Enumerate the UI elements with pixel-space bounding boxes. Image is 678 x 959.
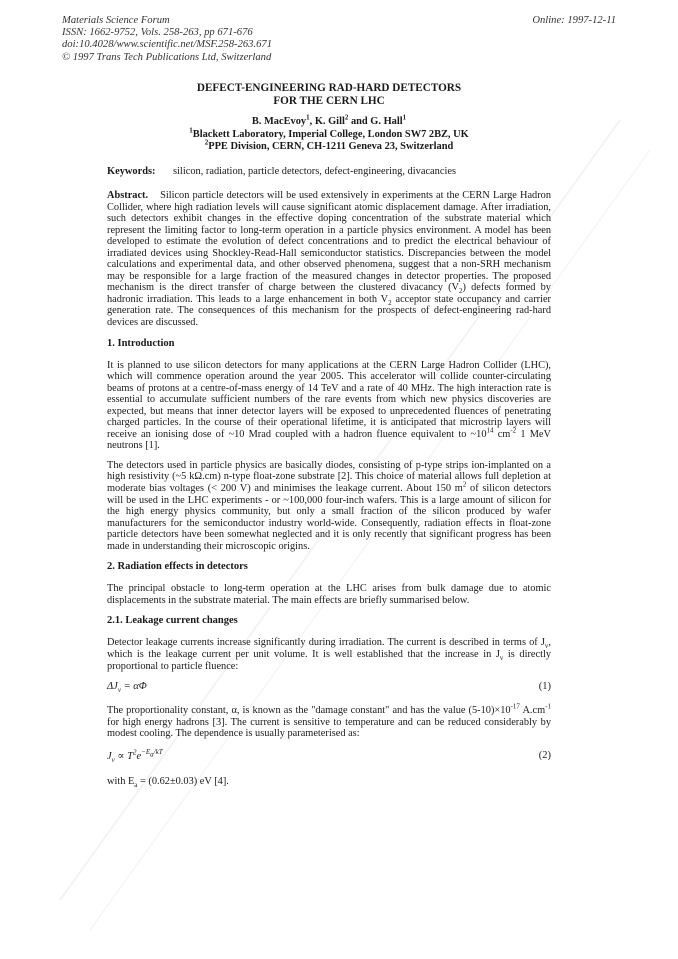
eq2-e: e — [136, 750, 142, 762]
author-sup-3: 1 — [402, 113, 407, 122]
section-heading-leakage-current: 2.1. Leakage current changes — [107, 615, 238, 627]
section2-paragraph-1: The principal obstacle to long-term operation at the LHC arises from bulk damage due to atomic displacements in the substrate material. The main effects are briefly summarised below. — [107, 583, 551, 606]
leak-p1-c: is directly proportional to particle fluence: — [107, 648, 551, 672]
eq2-mid: ∝ T — [114, 750, 133, 762]
intro-p1-sup-1: 14 — [486, 426, 494, 435]
author-macevoy: B. MacEvoy — [251, 116, 307, 128]
equation-2 — [107, 750, 551, 766]
leakage-paragraph-3 — [107, 776, 551, 788]
leak-p1-sub-1: v — [544, 642, 549, 651]
eq2-exponent — [141, 748, 163, 759]
copyright-line: © 1997 Trans Tech Publications Ltd, Switzerland — [62, 51, 272, 63]
author-sup-2: 2 — [344, 113, 349, 122]
intro-p1-c: 1 MeV neutrons [1]. — [107, 428, 551, 452]
intro-paragraph-2 — [107, 460, 551, 552]
abstract-paragraph — [107, 190, 551, 329]
leak-p2-a: The proportionality constant, α, is known as the "damage constant" and has the value (5-10)×10 — [107, 705, 511, 717]
keywords-text: silicon, radiation, particle detectors, defect-engineering, divacancies — [173, 166, 457, 178]
title-line-2: FOR THE CERN LHC — [273, 94, 385, 107]
section-heading-introduction: 1. Introduction — [107, 337, 175, 349]
equation-1-number: (1) — [538, 681, 551, 693]
affiliation-1-text: Blackett Laboratory, Imperial College, London SW7 2BZ, UK — [192, 128, 469, 140]
leak-p3-b: = (0.62±0.03) eV [4]. — [137, 775, 229, 787]
intro-p2-sup: 2 — [462, 480, 467, 489]
title-line-1: DEFECT-ENGINEERING RAD-HARD DETECTORS — [196, 82, 462, 94]
intro-p2-b: of silicon detectors will be used in the LHC experiments - or ~100,000 four-inch wafers. This is a large amount of silicon for the high energy physics community, but only a small fraction of the silicon produced by wafer manufacturers for the semiconductor industry world-wide. Consequently, radiation effects in float-zone particle detectors have been somewhat neglected and it is only recently that significant progress has been made in understanding their microscopic origins. — [107, 483, 551, 552]
author-hall: and G. Hall — [348, 116, 403, 128]
eq1-sub: v — [117, 686, 121, 695]
intro-p2-a: The detectors used in particle physics are basically diodes, consisting of p-type strips ion-implanted on a high resistivity (~5 kΩ.cm) n-type float-zone substrate [2]. This choice of material allows full depletion at moderate bias voltages (< 200 V) and minimises the leakage current. About 150 m — [107, 459, 551, 495]
doi-link[interactable]: doi:10.4028/www.scientific.net/MSF.258-263.671 — [62, 39, 272, 51]
leak-p3-sub: a — [134, 780, 138, 789]
abstract-label: Abstract. — [107, 190, 149, 201]
leak-p2-b: A.cm — [519, 705, 546, 717]
eq2-sub: v — [111, 755, 115, 764]
affiliation-1 — [107, 126, 551, 141]
eq2-exp-tail: /kT — [153, 748, 163, 757]
equation-2-formula — [107, 750, 163, 762]
equation-2-number: (2) — [538, 749, 551, 761]
abstract-text-b: ) defects formed by hadronic irradiation. This leads to a large enhancement in both V — [107, 282, 551, 305]
leak-p2-c: for high energy hadrons [3]. The current is sensitive to temperature and can be reduced considerably by modest cooling. The dependence is usually parameterised as: — [107, 716, 551, 740]
eq2-lhs: J — [107, 750, 112, 762]
author-block — [107, 113, 551, 153]
intro-p1-a: It is planned to use silicon detectors for many applications at the CERN Large Hadron Collider (LHC), which will commence operation around the year 2005. This accelerator will collide counter-circulating beams of protons at a centre-of-mass energy of 14 TeV and a rate of 40 MHz. The high interaction rate is essential to accumulate sufficient numbers of the rare events from which new physics discoveries are expected, but means that inner detector layers will be exposed to unprecedented fluences of penetrating charged particles. In the course of their operational lifetime, it is anticipated that microstrip layers will receive an ionising dose of ~10 Mrad coupled with a hadron fluence equivalent to ~10 — [107, 359, 551, 440]
intro-p1-b: cm — [493, 428, 511, 440]
issn-line: ISSN: 1662-9752, Vols. 258-263, pp 671-676 — [62, 27, 253, 39]
leak-p3-a: with E — [107, 775, 135, 787]
keywords-line — [107, 166, 551, 179]
equation-1 — [107, 681, 551, 695]
abstract-sub-2: 2 — [388, 298, 392, 307]
abstract-sub-1: 2 — [459, 287, 463, 296]
online-date: Online: 1997-12-11 — [532, 15, 616, 26]
leak-p1-sub-2: v — [499, 654, 504, 663]
leak-p1-a: Detector leakage currents increase significantly during irradiation. The current is described in terms of J — [107, 637, 545, 649]
author-names — [107, 113, 551, 128]
leak-p1-b: , which is the leakage current per unit volume. It is well established that the increase in J — [107, 637, 551, 660]
leakage-paragraph-2 — [107, 702, 551, 740]
author-gill: , K. Gill — [309, 116, 345, 128]
keywords-label: Keywords: — [107, 166, 156, 178]
abstract-text-a: Silicon particle detectors will be used extensively in experiments at the CERN Large Hadron Collider, where high radiation levels will cause significant atomic displacement damage. After irradiation, such detectors exhibit changes in the effective doping concentration of the substrate material which represent the limiting factor to long-term operation in a particle physics environment. A model has been developed to estimate the evolution of defect concentrations and to predict the electrical behaviour of irradiated devices using Shockley-Read-Hall semiconductor statistics. Discrepancies between the model calculations and experimental data, and other observed phenomena, suggest that a non-SRH mechanism may be responsible for a large fraction of the measured changes in detector properties. The proposed mechanism is the direct transfer of charge between the clustered divacancy (V — [107, 190, 551, 294]
author-sup-1: 1 — [306, 113, 310, 122]
leakage-paragraph-1 — [107, 637, 551, 672]
article-body — [107, 82, 551, 787]
abstract-text-c: acceptor state occupancy and carrier generation rate. The consequences of this mechanism for the prospects of defect-engineering rad-hard devices are discussed. — [107, 293, 551, 329]
journal-name: Materials Science Forum — [62, 15, 170, 26]
intro-paragraph-1 — [107, 360, 551, 452]
paper-title — [107, 82, 551, 107]
leak-p2-sup-2: -1 — [545, 702, 551, 711]
eq2-sup-t: 2 — [132, 748, 137, 757]
journal-header — [62, 15, 272, 64]
affiliation-1-sup: 1 — [189, 126, 193, 135]
eq2-exp: −E — [141, 748, 151, 757]
equation-1-formula — [107, 681, 147, 695]
affiliation-2-sup: 2 — [204, 138, 209, 147]
intro-p1-sup-2: -2 — [510, 426, 517, 435]
section-heading-radiation-effects: 2. Radiation effects in detectors — [107, 561, 248, 573]
leak-p2-sup-1: -17 — [510, 702, 520, 711]
eq1-lhs: ΔJ — [107, 681, 118, 693]
eq1-rhs: = αΦ — [120, 681, 147, 693]
eq2-exp-sub: a — [150, 750, 154, 759]
affiliation-2 — [107, 138, 551, 153]
affiliation-2-text: PPE Division, CERN, CH-1211 Geneva 23, Switzerland — [208, 141, 454, 152]
